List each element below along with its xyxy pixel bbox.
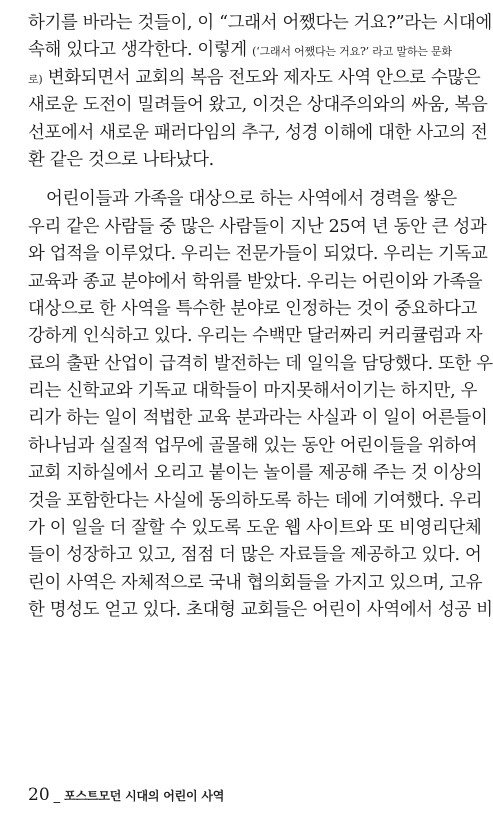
text-line: 료의 출판 산업이 급격히 발전하는 데 일익을 담당했다. 또한 우 — [28, 353, 493, 374]
text-line — [28, 65, 481, 92]
paragraph-1 — [28, 10, 493, 174]
text-line: 하나님과 실질적 업무에 골몰해 있는 동안 어린이들을 위하여 — [28, 435, 478, 456]
text-line: 우리 같은 사람들 중 많은 사람들이 지난 25여 년 동안 큰 성과 — [28, 216, 487, 237]
text-line: 선포에서 새로운 패러다임의 추구, 성경 이해에 대한 사고의 전 — [28, 122, 488, 143]
text-line: 와 업적을 이루었다. 우리는 전문가들이 되었다. 우리는 기독교 — [28, 244, 488, 265]
text-line: 교회 지하실에서 오리고 붙이는 놀이를 제공해 주는 것 이상의 — [28, 463, 483, 484]
text-line: 린이 사역은 자체적으로 국내 협의회들을 가지고 있으며, 고유 — [28, 572, 483, 593]
text-line: 교육과 종교 분야에서 학위를 받았다. 우리는 어린이와 가족을 — [28, 271, 483, 292]
text-line: 가 이 일을 더 잘할 수 있도록 도운 웹 사이트와 또 비영리단체 — [28, 518, 482, 539]
text-line: 들이 성장하고 있고, 점점 더 많은 자료들을 제공하고 있다. 어 — [28, 545, 482, 566]
text-line: 어린이들과 가족을 대상으로 하는 사역에서 경력을 쌓은 — [46, 189, 457, 210]
inline-note: 로) — [28, 72, 43, 86]
text-line: 새로운 도전이 밀려들어 왔고, 이것은 상대주의와의 싸움, 복음 — [28, 95, 488, 116]
footer-separator: _ — [53, 789, 61, 804]
running-title: 포스트모던 시대의 어린이 사역 — [64, 789, 225, 803]
text-line: 리는 신학교와 기독교 대학들이 마지못해서이기는 하지만, 우 — [28, 381, 478, 402]
text-line: 강하게 인식하고 있다. 우리는 수백만 달러짜리 커리큘럼과 자 — [28, 326, 483, 347]
text-line: 하기를 바라는 것들이, 이 “그래서 어쨌다는 거요?”라는 시대에 — [28, 13, 493, 33]
text-line: 한 명성도 얻고 있다. 초대형 교회들은 어린이 사역에서 성공 비 — [28, 600, 493, 621]
text-line: 리가 하는 일이 적법한 교육 분과라는 사실과 이 일이 어른들이 — [28, 408, 488, 429]
page-footer — [28, 785, 224, 805]
text-span: 속해 있다고 생각한다. 이렇게 — [28, 40, 247, 61]
text-line: 대상으로 한 사역을 특수한 분야로 인정하는 것이 중요하다고 — [28, 298, 478, 319]
paragraph-2 — [28, 186, 493, 624]
text-span: 변화되면서 교회의 복음 전도와 제자도 사역 안으로 수많은 — [42, 67, 481, 88]
page-number: 20 — [28, 785, 50, 805]
text-line — [28, 37, 452, 64]
inline-note: (‘그래서 어쨌다는 거요?’ 라고 말하는 문화 — [252, 45, 452, 59]
paragraph-gap — [28, 174, 444, 186]
body-text — [28, 10, 493, 625]
text-line: 것을 포함한다는 사실에 동의하도록 하는 데에 기여했다. 우리 — [28, 490, 483, 511]
text-line: 환 같은 것으로 나타났다. — [28, 149, 214, 170]
